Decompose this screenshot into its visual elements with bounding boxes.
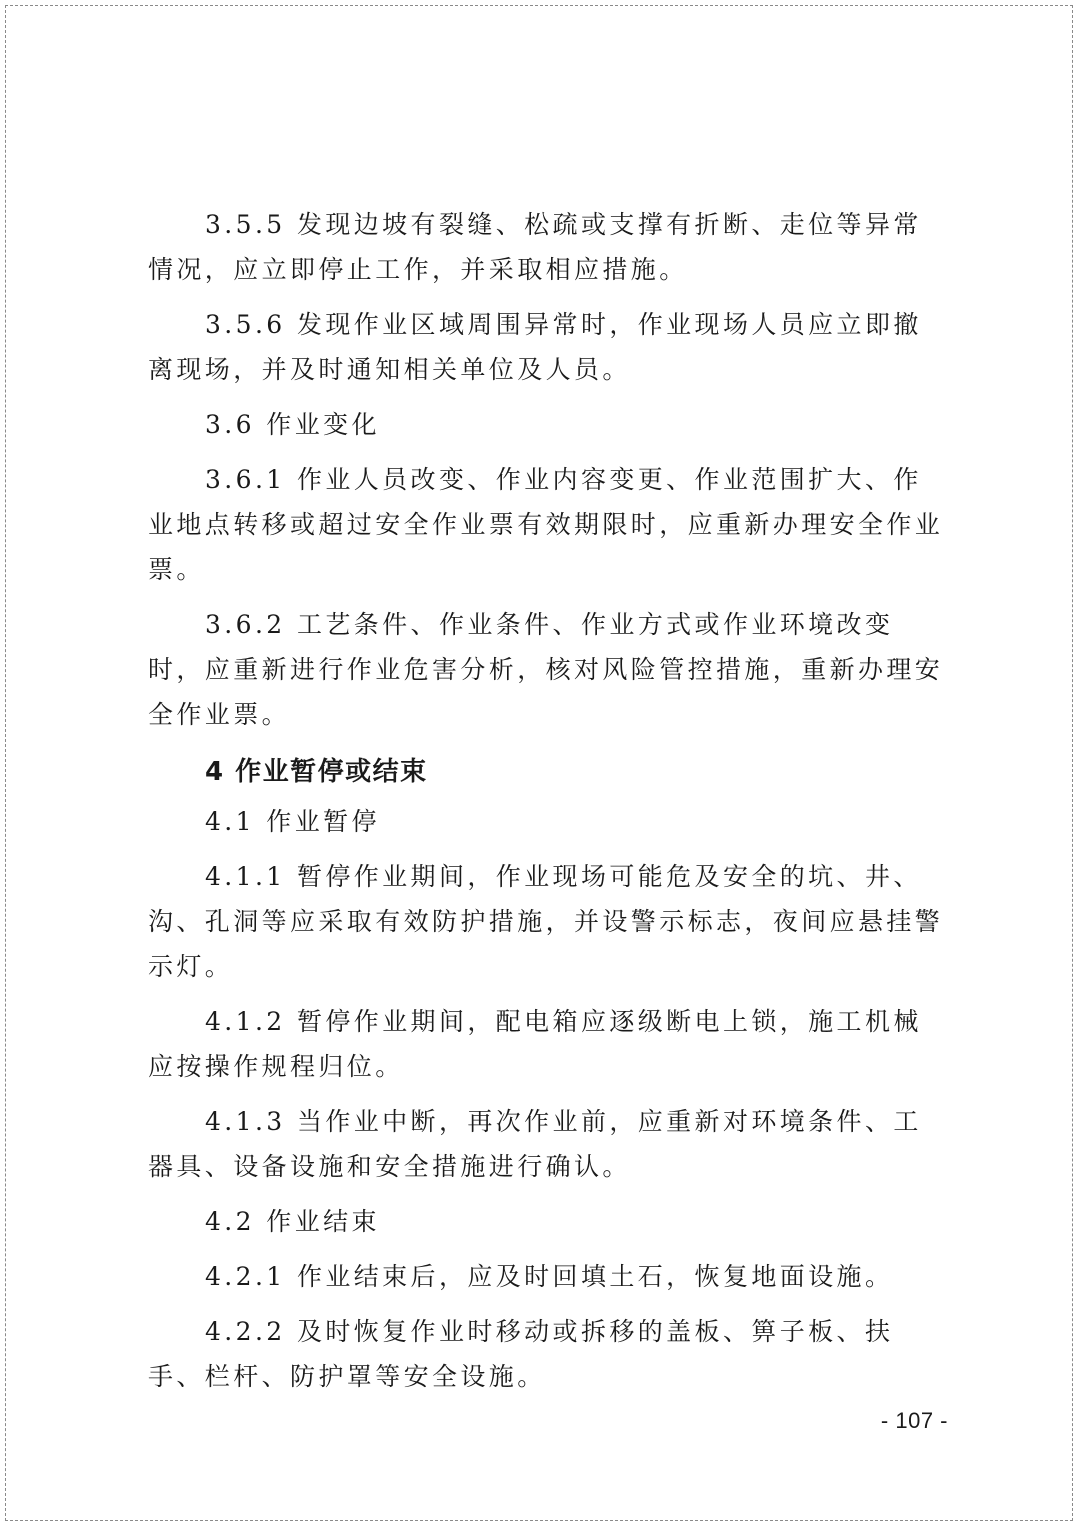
paragraph-4-1-1: 4.1.1 暂停作业期间，作业现场可能危及安全的坑、井、沟、孔洞等应采取有效防护措施，并设警示标志，夜间应悬挂警示灯。 bbox=[148, 862, 944, 981]
paragraph-3-5-6: 3.5.6 发现作业区域周围异常时，作业现场人员应立即撤离现场，并及时通知相关单位及人员。 bbox=[148, 310, 922, 384]
section-heading-3-6: 3.6 作业变化 bbox=[205, 410, 380, 439]
section-heading-4-2: 4.2 作业结束 bbox=[205, 1207, 380, 1236]
page-number: - 107 - bbox=[880, 1408, 948, 1433]
section-heading-4-1: 4.1 作业暂停 bbox=[205, 807, 380, 836]
paragraph-3-5-5: 3.5.5 发现边坡有裂缝、松疏或支撑有折断、走位等异常情况，应立即停止工作，并采取相应措施。 bbox=[148, 210, 922, 284]
paragraph-4-2-2: 4.2.2 及时恢复作业时移动或拆移的盖板、箅子板、扶手、栏杆、防护罩等安全设施。 bbox=[148, 1317, 894, 1391]
paragraph-4-2-1: 4.2.1 作业结束后，应及时回填土石，恢复地面设施。 bbox=[205, 1262, 894, 1291]
paragraph-3-6-2: 3.6.2 工艺条件、作业条件、作业方式或作业环境改变时，应重新进行作业危害分析，核对风险管控措施，重新办理安全作业票。 bbox=[148, 610, 944, 729]
paragraph-3-6-1: 3.6.1 作业人员改变、作业内容变更、作业范围扩大、作业地点转移或超过安全作业票有效期限时，应重新办理安全作业票。 bbox=[148, 465, 944, 584]
chapter-heading-4: 4 作业暂停或结束 bbox=[205, 757, 428, 787]
paragraph-4-1-2: 4.1.2 暂停作业期间，配电箱应逐级断电上锁，施工机械应按操作规程归位。 bbox=[148, 1007, 922, 1081]
document-body bbox=[148, 202, 948, 1409]
paragraph-4-1-3: 4.1.3 当作业中断，再次作业前，应重新对环境条件、工器具、设备设施和安全措施进行确认。 bbox=[148, 1107, 922, 1181]
